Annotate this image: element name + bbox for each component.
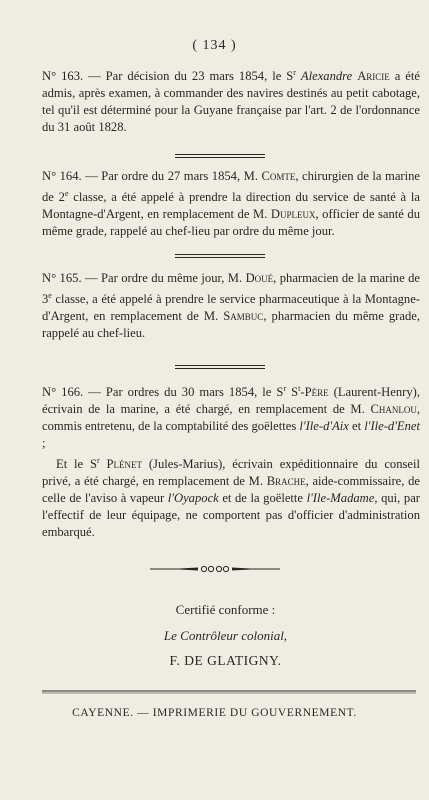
- ship-name: l'Ile-d'Aix: [299, 419, 349, 434]
- entry-163-text: N° 163. — Par décision du 23 mars 1854, le $S^r$ Alexandre Aricie a été admis, après examen, à commander des navires destinés au petit cabotage, tel qu'il est déterminé pour la Guyane française par l'art. 2 de l'ordonnance du 31 août 1828.: [42, 68, 420, 135]
- person-surname: Brache: [266, 474, 306, 489]
- entry-number: N° 166.: [42, 385, 84, 400]
- ship-name: l'Oyapock: [167, 491, 219, 506]
- person-surname: Doué: [245, 271, 274, 285]
- entry-number: N° 165.: [42, 271, 82, 285]
- entry-number: N° 163.: [42, 69, 84, 84]
- entry-164: [42, 168, 420, 240]
- person-surname: Père: [304, 385, 329, 400]
- certification-line: Certifié conforme :: [175, 602, 276, 617]
- section-divider: [175, 254, 265, 255]
- person-surname: Comte: [261, 169, 296, 183]
- certification-title: Le Contrôleur colonial,: [163, 628, 288, 643]
- printer-imprint: CAYENNE. — IMPRIMERIE DU GOUVERNEMENT.: [72, 707, 357, 719]
- ship-name: l'Ile-Madame: [306, 491, 375, 506]
- entry-number: N° 164.: [42, 169, 82, 183]
- ship-name: l'Ile-d'Enet: [364, 419, 420, 434]
- section-divider: [175, 365, 265, 366]
- person-surname: Plénet: [106, 457, 143, 472]
- entry-166: [42, 380, 420, 541]
- person-name: Alexandre: [300, 69, 353, 84]
- signatory-name: F. DE GLATIGNY.: [169, 653, 282, 668]
- entry-165: [42, 270, 420, 342]
- person-surname: Chanlou: [370, 402, 417, 417]
- ornament-graphic: [150, 563, 280, 575]
- person-surname: Aricie: [357, 69, 390, 84]
- entry-163: [42, 64, 420, 136]
- ornamental-divider: [150, 563, 280, 575]
- entry-166-second-paragraph: Et le $S^r$ Plénet (Jules-Marius), écrivain expéditionnaire du conseil privé, a été chargé, en remplacement de M. Brache, aide-commissaire, de celle de l'aviso à vapeur l'Oyapock et de la goëlette l'Ile-Madame, qui, par l'effectif de leur équipage, ne comportent pas d'officier d'administration embarqué.: [42, 456, 420, 540]
- entry-166-text: N° 166. — Par ordres du 30 mars 1854, le $S^r$ $S^t$-Père (Laurent-Henry), écrivain de la marine, a été chargé, en remplacement de M. Chanlou, commis entretenu, de la comptabilité des goëlettes l'Ile-d'Aix et l'Ile-d'Enet ;: [42, 384, 421, 451]
- entry-165-text: N° 165. — Par ordre du même jour, M. Doué, pharmacien de la marine de 3e classe, a été appelé à prendre le service pharmaceutique à la Montagne-d'Argent, en remplacement de M. Sambuc, pharmacien du même grade, rappelé au chef-lieu.: [42, 271, 420, 341]
- entry-164-text: N° 164. — Par ordre du 27 mars 1854, M. Comte, chirurgien de la marine de 2e classe, a été appelé à prendre la direction du service de santé à la Montagne-d'Argent, en remplacement de M. Dupleux, officier de santé du même grade, rappelé au chef-lieu par ordre du même jour.: [42, 169, 420, 239]
- bottom-rule: [42, 690, 416, 694]
- person-surname: Sambuc: [223, 309, 264, 324]
- page-number: ( 134 ): [192, 38, 237, 53]
- person-surname: Dupleux: [270, 207, 316, 222]
- section-divider: [175, 154, 265, 155]
